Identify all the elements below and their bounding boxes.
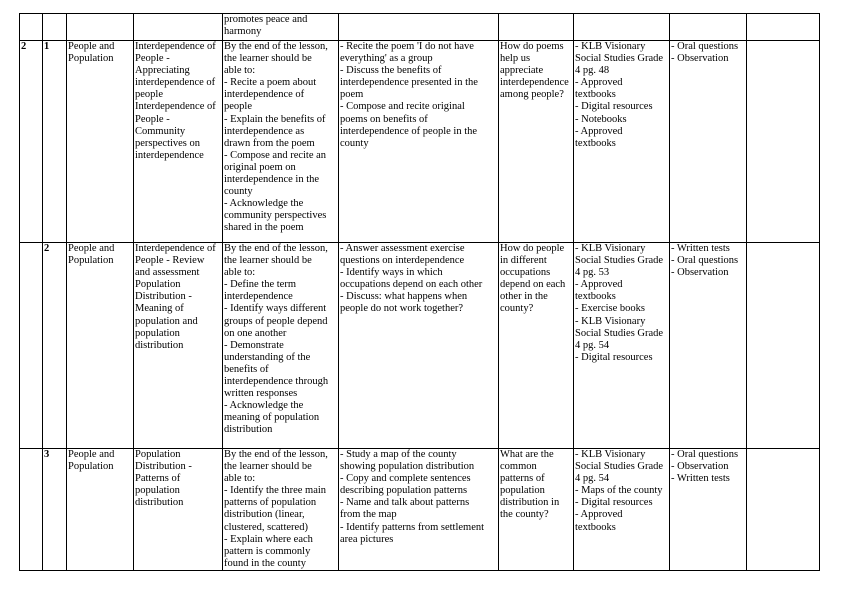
cell-line: population — [135, 327, 180, 339]
learning-resources-cell — [574, 449, 670, 571]
cell-line: original poem on — [224, 161, 296, 173]
learning-resources-cell — [574, 41, 670, 243]
sub-strand-cell — [134, 243, 223, 449]
cell-line: textbooks — [575, 521, 616, 533]
cell-line: interdependence of people in the — [340, 125, 478, 137]
cell-line: - Copy and complete sentences — [340, 473, 471, 485]
cell-line: understanding of the — [224, 351, 311, 363]
sub-strand-cell — [134, 41, 223, 243]
cell-line: Interdependence of — [135, 243, 216, 254]
cell-line: able to: — [224, 473, 256, 485]
cell-line: common — [500, 461, 537, 473]
cell-line: occupations — [500, 267, 551, 279]
cell-line: - Oral questions — [671, 449, 739, 460]
cell-line: poems on benefits of — [340, 113, 428, 125]
cell-line: - Explain where each — [224, 533, 313, 545]
table-row — [20, 14, 820, 41]
table-row — [20, 41, 820, 243]
learning-experiences-cell — [339, 449, 499, 571]
key-inquiry-question-cell — [499, 41, 574, 243]
cell-line: - Written tests — [671, 473, 730, 485]
lesson-cell: 1 — [43, 41, 67, 243]
cell-line: - Observation — [671, 461, 729, 473]
cell-line: - Approved — [575, 279, 623, 291]
cell-line: - Written tests — [671, 243, 730, 254]
remarks-cell — [747, 449, 820, 571]
cell-line: questions on interdependence — [340, 255, 465, 267]
cell-line: - Acknowledge the — [224, 400, 304, 412]
cell-line: interdependence presented in the — [340, 77, 478, 89]
cell-line: among people? — [500, 89, 564, 101]
cell-line: By the end of the lesson, — [224, 41, 328, 52]
cell-line: - KLB Visionary — [575, 449, 646, 460]
cell-line: Social Studies Grade — [575, 461, 664, 473]
cell-line: How do people — [500, 243, 565, 254]
cell-line: - Oral questions — [671, 41, 739, 52]
learning-outcomes-cell — [223, 41, 339, 243]
cell-line: - Demonstrate — [224, 339, 284, 351]
cell-line: Distribution - — [135, 461, 192, 473]
cell-line: textbooks — [575, 89, 616, 101]
cell-line: Social Studies Grade — [575, 53, 664, 65]
cell-line: People - — [135, 113, 170, 125]
cell-line: able to: — [224, 267, 256, 279]
cell-line: Population — [68, 255, 114, 267]
cell-line: county — [340, 137, 369, 149]
cell-line: Population — [135, 449, 181, 460]
cell-line: Population — [135, 279, 181, 291]
cell-line: people — [135, 89, 163, 101]
cell-line: showing population distribution — [340, 461, 475, 473]
cell-line: - Approved — [575, 77, 623, 89]
lesson-plan-table — [19, 13, 820, 571]
cell-line: perspectives on — [135, 137, 201, 149]
cell-line: clustered, scattered) — [224, 521, 308, 533]
cell-line: promotes peace and — [224, 14, 308, 25]
cell-line: found in the county — [224, 557, 306, 569]
cell-line: distribution — [135, 497, 184, 509]
cell-line: People - — [135, 53, 170, 65]
cell-line: benefits of — [224, 363, 269, 375]
learning-experiences-cell — [339, 14, 499, 41]
cell-line: distribution — [224, 424, 273, 436]
learning-outcomes-cell — [223, 14, 339, 41]
cell-line: Interdependence of — [135, 101, 216, 113]
cell-line: describing population patterns — [340, 485, 468, 497]
cell-line: - Define the term — [224, 279, 297, 291]
cell-line: Appreciating — [135, 65, 190, 77]
cell-line: By the end of the lesson, — [224, 449, 328, 460]
cell-line: - Name and talk about patterns — [340, 497, 470, 509]
cell-line: textbooks — [575, 291, 616, 303]
cell-line: community perspectives — [224, 210, 327, 222]
cell-line: By the end of the lesson, — [224, 243, 328, 254]
cell-line: - KLB Visionary — [575, 315, 646, 327]
cell-line: - KLB Visionary — [575, 41, 646, 52]
lesson-cell: 3 — [43, 449, 67, 571]
week-cell — [20, 449, 43, 571]
key-inquiry-question-cell — [499, 449, 574, 571]
cell-line: - KLB Visionary — [575, 243, 646, 254]
strand-cell — [67, 449, 134, 571]
cell-line: interdependence — [224, 291, 293, 303]
week-cell: 2 — [20, 41, 43, 243]
cell-line: the learner should be — [224, 461, 312, 473]
cell-line: People and — [68, 449, 115, 460]
cell-line: pattern is commonly — [224, 545, 311, 557]
cell-line: distribution (linear, — [224, 509, 305, 521]
cell-line: able to: — [224, 65, 256, 77]
strand-cell — [67, 14, 134, 41]
cell-line: population — [135, 485, 180, 497]
remarks-cell — [747, 243, 820, 449]
cell-line: 4 pg. 48 — [575, 65, 610, 77]
cell-line: groups of people depend — [224, 315, 328, 327]
cell-line: - Notebooks — [575, 113, 627, 125]
cell-line: 4 pg. 54 — [575, 339, 610, 351]
cell-line: textbooks — [575, 137, 616, 149]
cell-line: 4 pg. 54 — [575, 473, 610, 485]
cell-line: other in the — [500, 291, 548, 303]
cell-line: Social Studies Grade — [575, 255, 664, 267]
cell-line: - Observation — [671, 267, 729, 279]
cell-line: Patterns of — [135, 473, 181, 485]
cell-line: interdependence through — [224, 376, 329, 388]
learning-outcomes-cell — [223, 243, 339, 449]
cell-line: - Discuss: what happens when — [340, 291, 468, 303]
cell-line: - Recite a poem about — [224, 77, 317, 89]
cell-line: county — [224, 186, 253, 198]
key-inquiry-question-cell — [499, 14, 574, 41]
cell-line: interdependence of — [224, 89, 305, 101]
cell-line: - Digital resources — [575, 101, 653, 113]
cell-line: distribution — [135, 339, 184, 351]
cell-line: - Exercise books — [575, 303, 645, 315]
cell-line: patterns of population — [224, 497, 317, 509]
cell-line: distribution in — [500, 497, 560, 509]
cell-line: - Maps of the county — [575, 485, 663, 497]
cell-line: - Compose and recite an — [224, 149, 327, 161]
cell-line: interdependence as — [224, 125, 305, 137]
cell-line: - Approved — [575, 509, 623, 521]
cell-line: What are the — [500, 449, 554, 460]
key-inquiry-question-cell — [499, 243, 574, 449]
cell-line: Distribution - — [135, 291, 192, 303]
lesson-cell — [43, 14, 67, 41]
cell-line: poem — [340, 89, 364, 101]
cell-line: Social Studies Grade — [575, 327, 664, 339]
cell-line: - Compose and recite original — [340, 101, 465, 113]
cell-line: Meaning of — [135, 303, 184, 315]
cell-line: and assessment — [135, 267, 200, 279]
assessment-cell — [670, 243, 747, 449]
remarks-cell — [747, 41, 820, 243]
sub-strand-cell — [134, 449, 223, 571]
cell-line: - Discuss the benefits of — [340, 65, 442, 77]
assessment-cell — [670, 14, 747, 41]
cell-line: - Digital resources — [575, 351, 653, 363]
cell-line: meaning of population — [224, 412, 320, 424]
cell-line: People and — [68, 243, 115, 254]
lesson-cell: 2 — [43, 243, 67, 449]
cell-line: interdependence — [135, 149, 204, 161]
remarks-cell — [747, 14, 820, 41]
learning-experiences-cell — [339, 41, 499, 243]
cell-line: Community — [135, 125, 186, 137]
cell-line: on one another — [224, 327, 287, 339]
cell-line: the learner should be — [224, 53, 312, 65]
sub-strand-cell — [134, 14, 223, 41]
assessment-cell — [670, 449, 747, 571]
cell-line: drawn from the poem — [224, 137, 315, 149]
cell-line: patterns of — [500, 473, 545, 485]
cell-line: harmony — [224, 26, 262, 38]
cell-line: - Digital resources — [575, 497, 653, 509]
table-row — [20, 243, 820, 449]
cell-line: - Explain the benefits of — [224, 113, 326, 125]
cell-line: Interdependence of — [135, 41, 216, 52]
cell-line: interdependence of — [135, 77, 216, 89]
cell-line: 4 pg. 53 — [575, 267, 610, 279]
cell-line: population and — [135, 315, 198, 327]
lesson-plan-body — [20, 14, 820, 571]
cell-line: written responses — [224, 388, 298, 400]
cell-line: help us — [500, 53, 531, 65]
cell-line: - Identify ways different — [224, 303, 327, 315]
cell-line: depend on each — [500, 279, 566, 291]
cell-line: county? — [500, 303, 534, 315]
cell-line: people do not work together? — [340, 303, 464, 315]
cell-line: area pictures — [340, 533, 394, 545]
cell-line: - Identify the three main — [224, 485, 327, 497]
cell-line: Population — [68, 461, 114, 473]
cell-line: everything' as a group — [340, 53, 433, 65]
cell-line: - Observation — [671, 53, 729, 65]
learning-resources-cell — [574, 14, 670, 41]
cell-line: in different — [500, 255, 547, 267]
cell-line: - Identify ways in which — [340, 267, 443, 279]
cell-line: from the map — [340, 509, 397, 521]
strand-cell — [67, 41, 134, 243]
cell-line: - Recite the poem 'I do not have — [340, 41, 474, 52]
cell-line: the learner should be — [224, 255, 312, 267]
cell-line: - Oral questions — [671, 255, 739, 267]
strand-cell — [67, 243, 134, 449]
cell-line: How do poems — [500, 41, 564, 52]
learning-outcomes-cell — [223, 449, 339, 571]
cell-line: population — [500, 485, 545, 497]
cell-line: occupations depend on each other — [340, 279, 483, 291]
cell-line: People - Review — [135, 255, 205, 267]
cell-line: - Approved — [575, 125, 623, 137]
cell-line: interdependence in the — [224, 174, 320, 186]
cell-line: - Identify patterns from settlement — [340, 521, 485, 533]
cell-line: - Study a map of the county — [340, 449, 457, 460]
assessment-cell — [670, 41, 747, 243]
cell-line: - Acknowledge the — [224, 198, 304, 210]
cell-line: - Answer assessment exercise — [340, 243, 465, 254]
learning-resources-cell — [574, 243, 670, 449]
learning-experiences-cell — [339, 243, 499, 449]
table-row — [20, 449, 820, 571]
cell-line: interdependence — [500, 77, 569, 89]
week-cell — [20, 14, 43, 41]
cell-line: the county? — [500, 509, 549, 521]
week-cell — [20, 243, 43, 449]
cell-line: People and — [68, 41, 115, 52]
cell-line: Population — [68, 53, 114, 65]
cell-line: appreciate — [500, 65, 544, 77]
cell-line: people — [224, 101, 252, 113]
cell-line: shared in the poem — [224, 222, 304, 234]
